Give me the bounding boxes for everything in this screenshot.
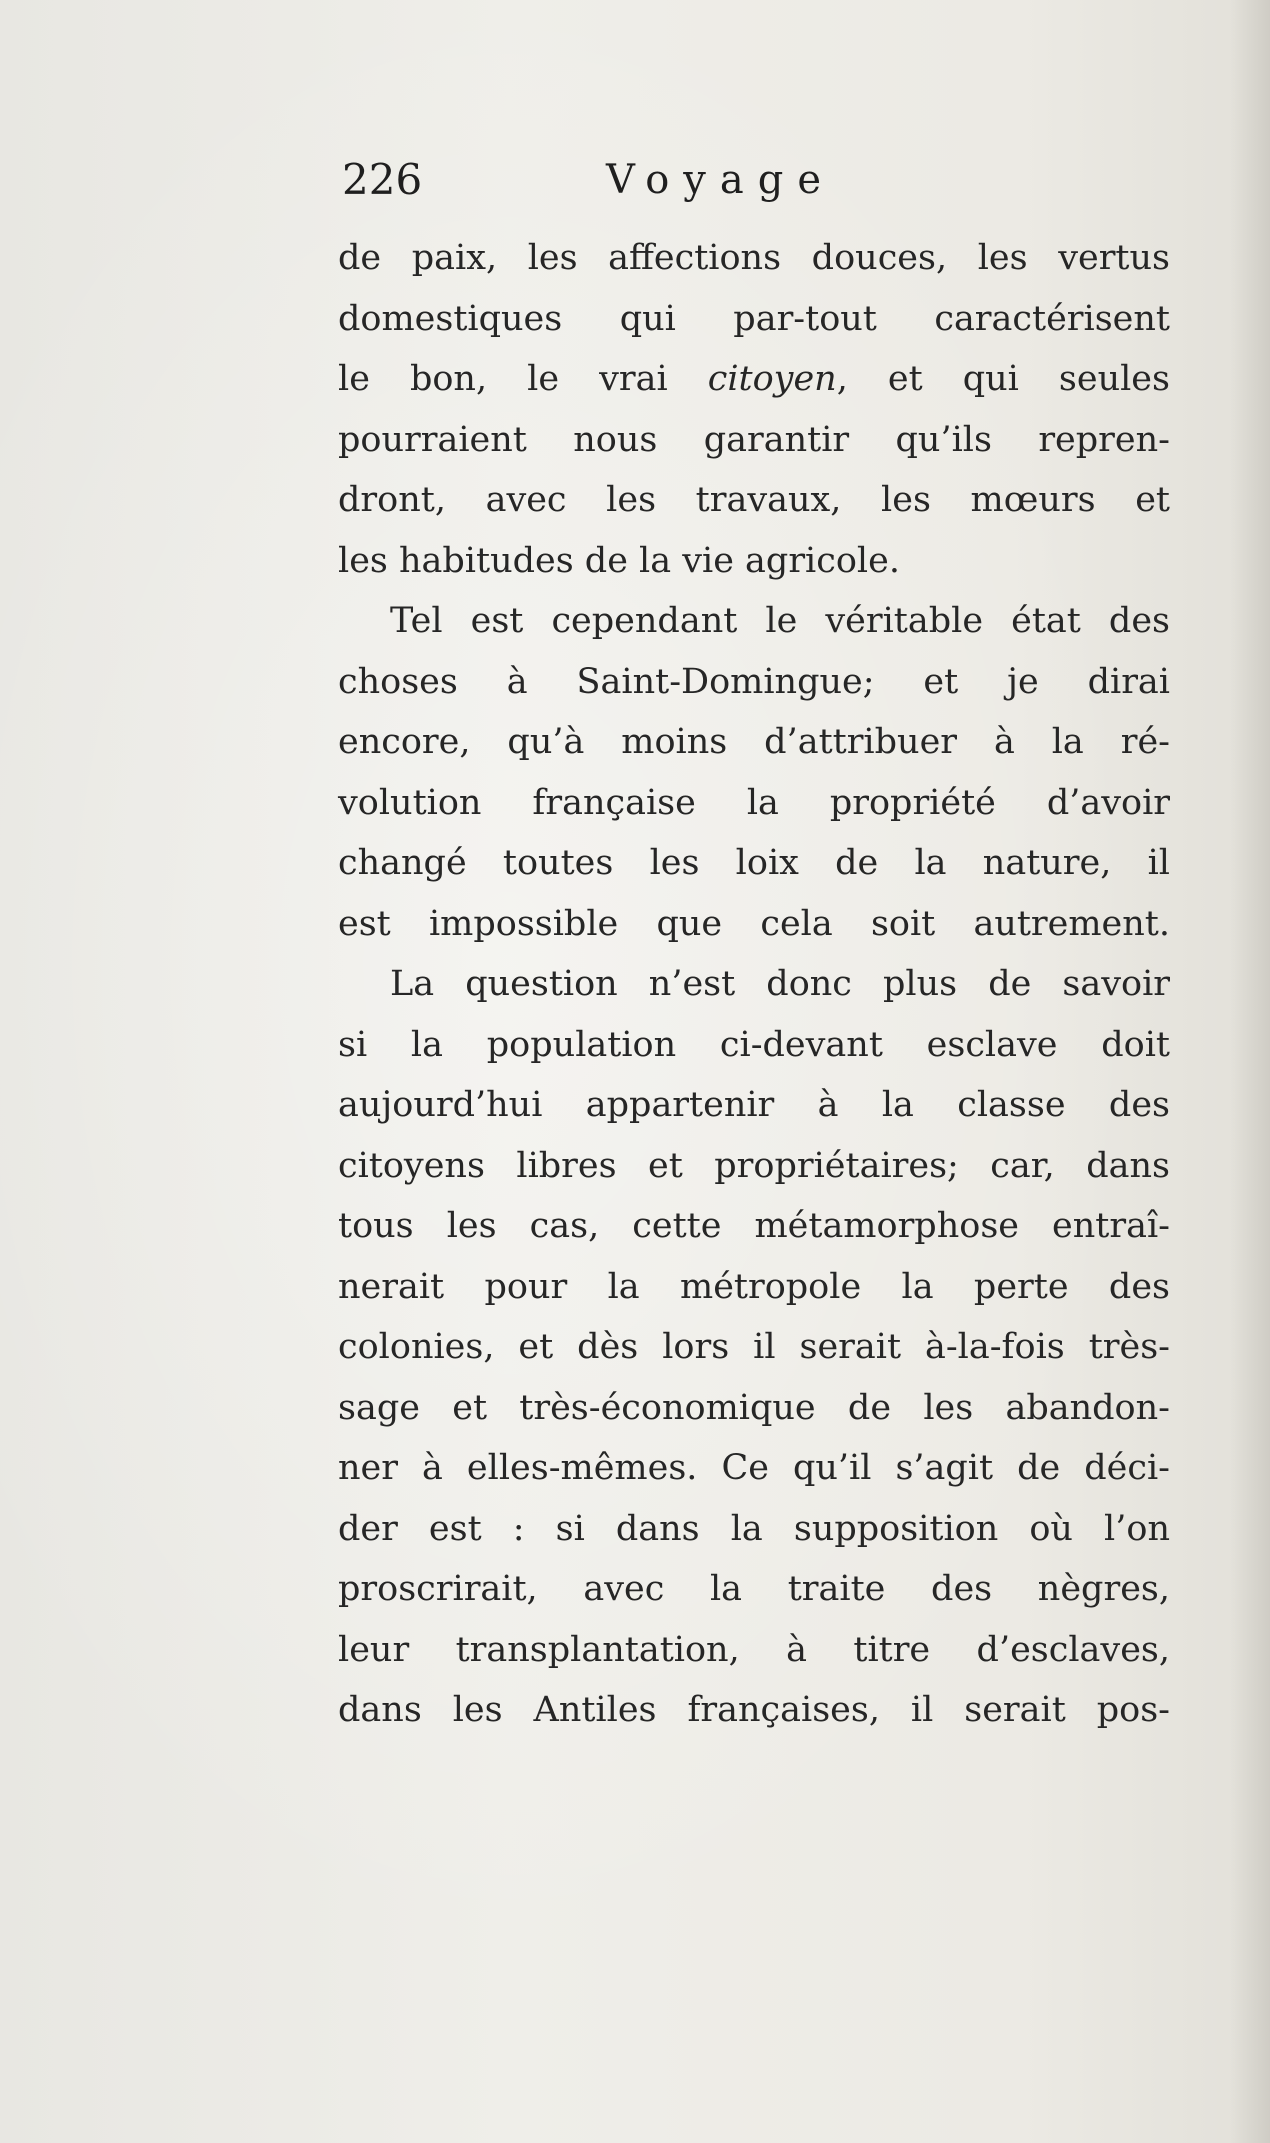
text-line: dans les Antiles françaises, il serait pos- bbox=[338, 1690, 1170, 1730]
italic-word: citoyen bbox=[707, 359, 837, 399]
text-line: les habitudes de la vie agricole. bbox=[338, 540, 900, 581]
page-edge-shadow bbox=[1230, 0, 1270, 2143]
text-line: citoyens libres et propriétaires; car, dans bbox=[338, 1145, 1170, 1186]
page-header bbox=[338, 152, 1170, 212]
text-line: ner à elles-mêmes. Ce qu’il s’agit de déci- bbox=[338, 1448, 1170, 1488]
text-line: Tel est cependant le véritable état des bbox=[390, 601, 1170, 641]
text-line: volution française la propriété d’avoir bbox=[338, 782, 1170, 823]
text-segment: le bon, le vrai bbox=[338, 359, 708, 399]
text-line: si la population ci-devant esclave doit bbox=[338, 1024, 1170, 1065]
text-line: de paix, les affections douces, les vertus bbox=[338, 238, 1170, 278]
text-line: La question n’est donc plus de savoir bbox=[390, 964, 1170, 1004]
text-line: tous les cas, cette métamorphose entraî- bbox=[338, 1206, 1170, 1246]
text-line: dront, avec les travaux, les mœurs et bbox=[338, 480, 1170, 520]
text-line: der est : si dans la supposition où l’on bbox=[338, 1508, 1170, 1549]
text-line: leur transplantation, à titre d’esclaves, bbox=[338, 1629, 1170, 1670]
page-number: 226 bbox=[342, 155, 423, 204]
text-line: changé toutes les loix de la nature, il bbox=[338, 843, 1170, 883]
text-line: nerait pour la métropole la perte des bbox=[338, 1266, 1170, 1307]
text-line: sage et très-économique de les abandon- bbox=[338, 1387, 1170, 1428]
text-line: pourraient nous garantir qu’ils repren- bbox=[338, 419, 1170, 460]
text-line: est impossible que cela soit autrement. bbox=[338, 903, 1170, 944]
text-line: aujourd’hui appartenir à la classe des bbox=[338, 1085, 1170, 1125]
text-line bbox=[338, 349, 1170, 410]
text-line: encore, qu’à moins d’attribuer à la ré- bbox=[338, 722, 1170, 762]
text-line: proscrirait, avec la traite des nègres, bbox=[338, 1569, 1170, 1609]
running-head: Voyage bbox=[606, 157, 836, 203]
text-line: domestiques qui par-tout caractérisent bbox=[338, 298, 1170, 339]
text-line: colonies, et dès lors il serait à-la-fois très- bbox=[338, 1327, 1170, 1367]
text-segment: , et qui seules bbox=[836, 359, 1170, 399]
text-line: choses à Saint-Domingue; et je dirai bbox=[338, 661, 1170, 702]
body-text bbox=[338, 228, 1170, 1741]
